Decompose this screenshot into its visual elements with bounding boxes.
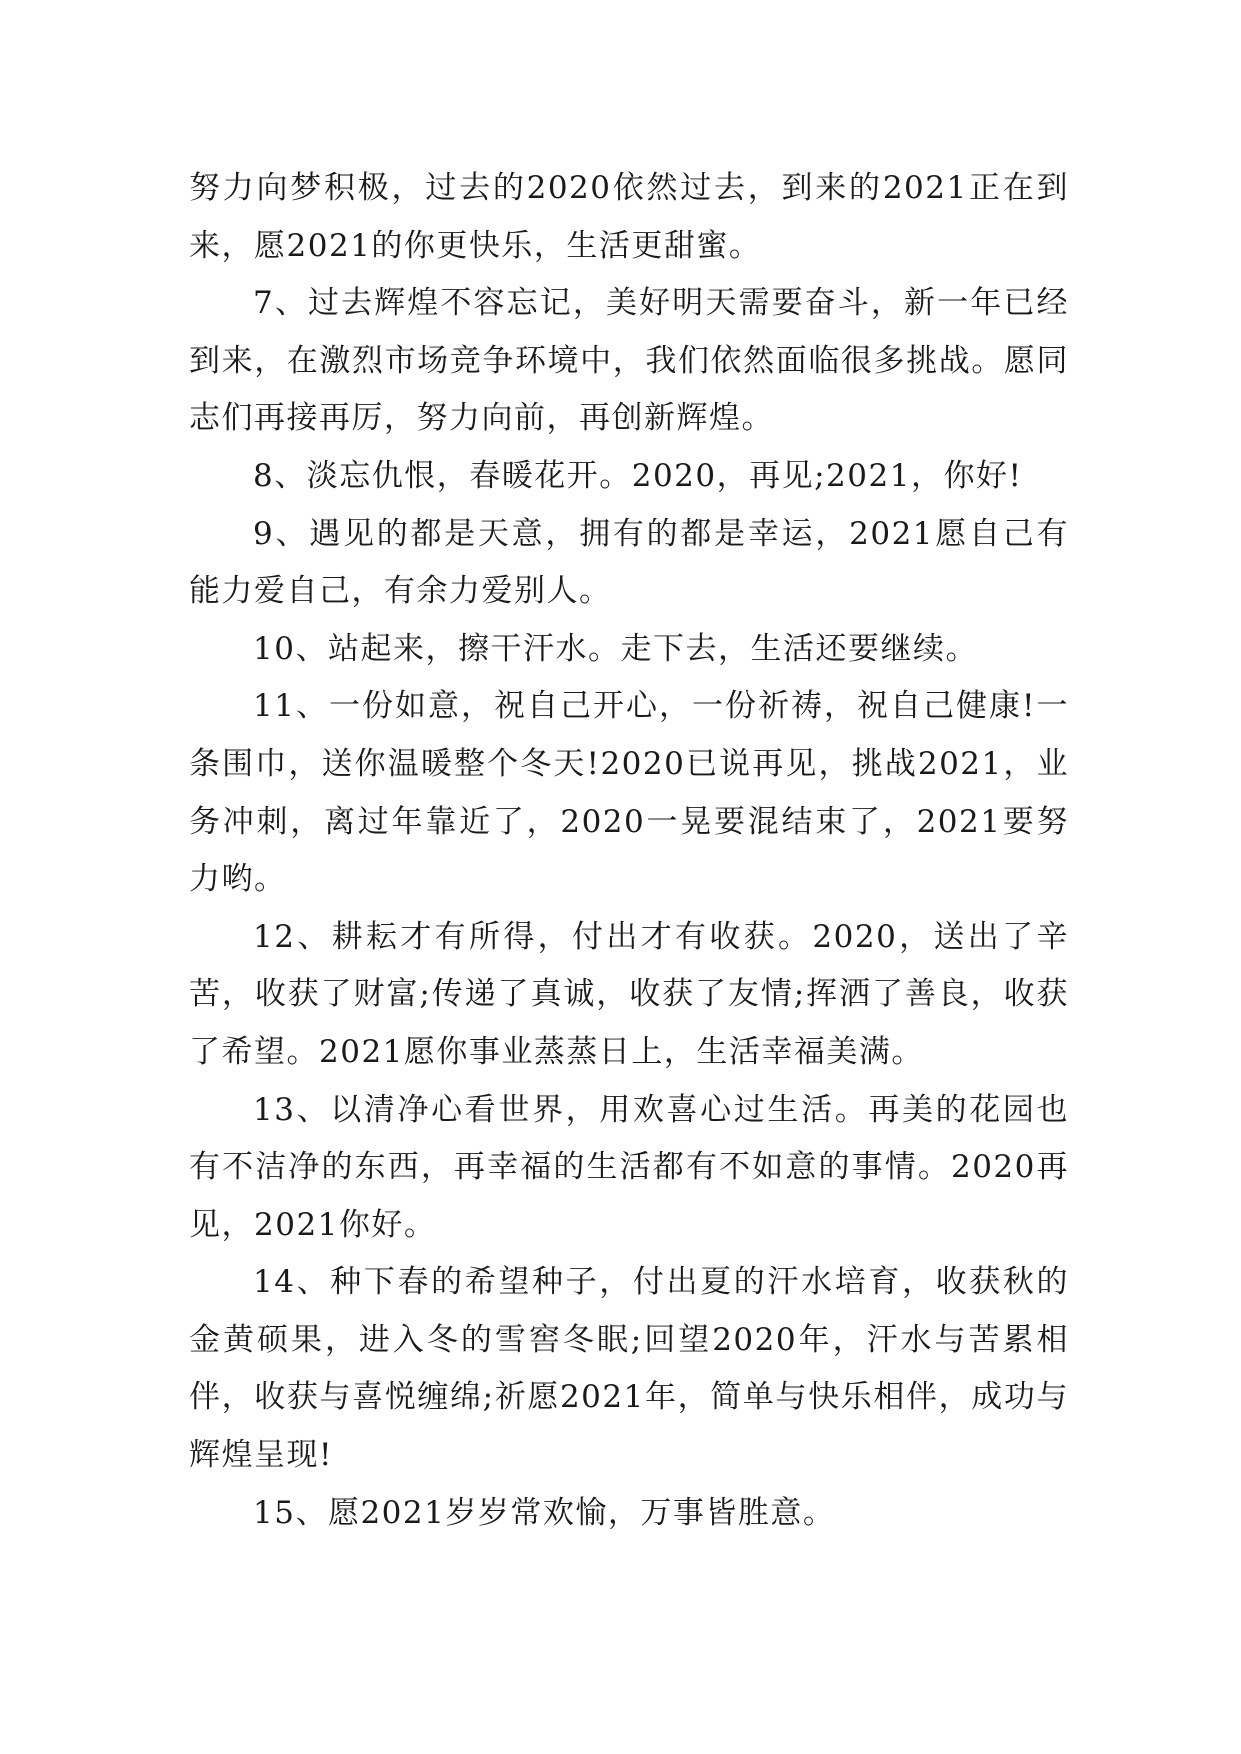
document-body (189, 160, 1069, 1542)
paragraph-1: 努力向梦积极，过去的2020依然过去，到来的2021正在到来，愿2021的你更快乐，生活更甜蜜。 (189, 170, 1069, 264)
paragraph-item-13: 13、以清净心看世界，用欢喜心过生活。再美的花园也有不洁净的东西，再幸福的生活都有不如意的事情。2020再见，2021你好。 (189, 1091, 1069, 1243)
paragraph-item-8: 8、淡忘仇恨，春暖花开。2020，再见;2021，你好! (253, 457, 1023, 494)
paragraph-item-9: 9、遇见的都是天意，拥有的都是幸运，2021愿自己有能力爱自己，有余力爱别人。 (189, 515, 1069, 610)
paragraph-item-15: 15、愿2021岁岁常欢愉，万事皆胜意。 (253, 1494, 836, 1531)
paragraph-item-12: 12、耕耘才有所得，付出才有收获。2020，送出了辛苦，收获了财富;传递了真诚，收获了友情;挥洒了善良，收获了希望。2021愿你事业蒸蒸日上，生活幸福美满。 (189, 918, 1069, 1070)
paragraph-item-7: 7、过去辉煌不容忘记，美好明天需要奋斗，新一年已经到来，在激烈市场竞争环境中，我们依然面临很多挑战。愿同志们再接再厉，努力向前，再创新辉煌。 (189, 285, 1069, 437)
paragraph-item-11: 11、一份如意，祝自己开心，一份祈祷，祝自己健康!一条围巾，送你温暖整个冬天!2020已说再见，挑战2021，业务冲刺，离过年靠近了，2020一晃要混结束了，2021要努力哟。 (189, 688, 1069, 898)
paragraph-item-14: 14、种下春的希望种子，付出夏的汗水培育，收获秋的金黄硕果，进入冬的雪窖冬眠;回望2020年，汗水与苦累相伴，收获与喜悦缠绵;祈愿2021年，简单与快乐相伴，成功与辉煌呈现! (189, 1264, 1069, 1474)
paragraph-item-10: 10、站起来，擦干汗水。走下去，生活还要继续。 (253, 630, 978, 667)
